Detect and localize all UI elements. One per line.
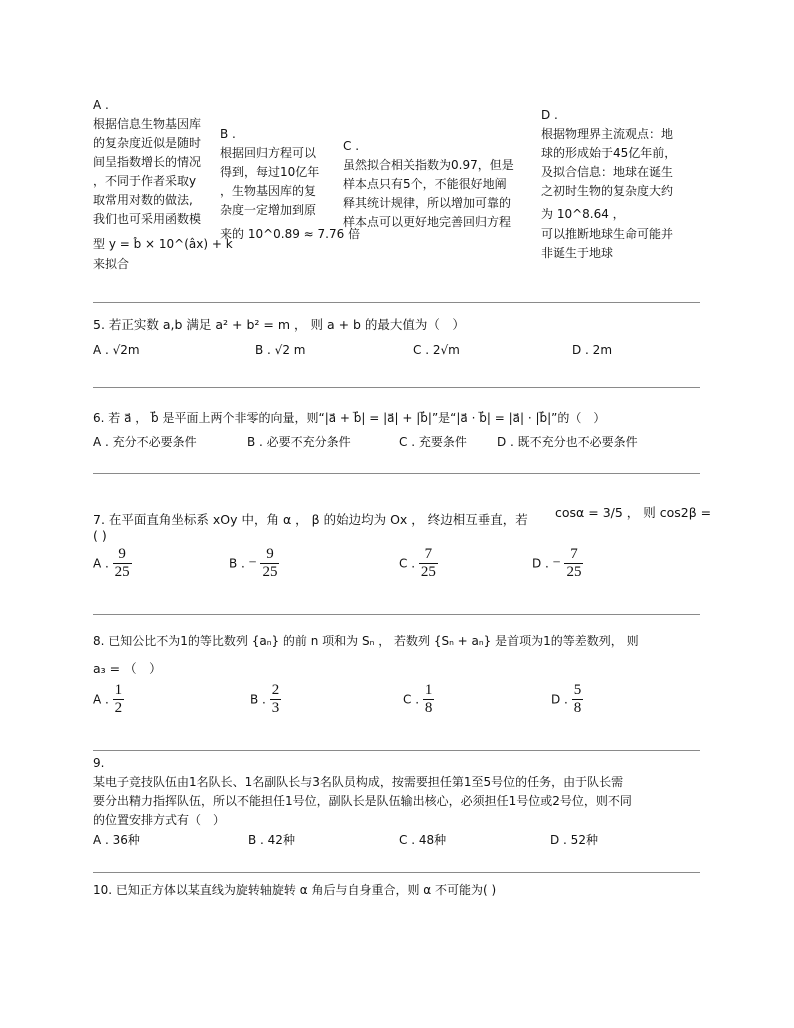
q8-option-c-label: C . <box>403 692 420 707</box>
q7-option-d-fraction <box>564 546 583 581</box>
q8-option-a-fraction <box>113 682 125 717</box>
q5-stem: 5. 若正实数 a,b 满足 a² + b² = m ， 则 a + b 的最大值为（ ） <box>93 317 465 332</box>
divider-3 <box>93 473 700 474</box>
option-a-line-3: 间呈指数增长的情况 <box>93 155 202 169</box>
q7-option-c-numerator: 7 <box>424 546 433 562</box>
q8-option-c-denominator: 8 <box>424 700 433 716</box>
q7-option-d-numerator: 7 <box>570 546 578 562</box>
q7-stem-paren: ( ) <box>93 528 107 543</box>
q7-option-b <box>229 546 279 581</box>
q8-option-d-fraction <box>572 682 584 717</box>
option-d-column <box>541 106 701 263</box>
option-c-line-1: 虽然拟合相关指数为0.97，但是 <box>343 158 514 172</box>
q7-option-a-denominator: 25 <box>114 564 130 580</box>
q10-stem: 10. 已知正方体以某直线为旋转轴旋转 α 角后与自身重合，则 α 不可能为( ) <box>93 883 497 897</box>
q6-option-a: A . 充分不必要条件 <box>93 435 197 449</box>
q7-stem-cos: cosα = 3/5 ， 则 cos2β = <box>555 505 712 520</box>
option-b-column <box>220 125 361 246</box>
q8-option-d <box>551 682 583 717</box>
option-c-line-2: 样本点只有5个，不能很好地阐 <box>343 177 507 191</box>
q7-option-b-denominator: 25 <box>262 564 278 580</box>
option-d-line-4: 之初时生物的复杂度大约 <box>541 184 674 198</box>
q7-option-c-denominator: 25 <box>420 564 436 580</box>
option-a-column <box>93 96 233 274</box>
q6-stem: 6. 若 a⃗ ， b⃗ 是平面上两个非零的向量，则“|a⃗ + b⃗| = |a⃗| + |b⃗|”是“|a⃗ · b⃗| = |a⃗| · |b⃗|”的（ ） <box>93 411 606 425</box>
divider-2 <box>93 387 700 388</box>
q7-option-b-numerator: 9 <box>266 546 274 562</box>
option-c-label: C . <box>343 139 360 153</box>
q7-option-c-label: C . <box>399 556 416 571</box>
q8-option-b <box>250 682 281 717</box>
q9-option-b: B . 42种 <box>248 833 295 847</box>
q7-option-d <box>532 546 583 581</box>
q6-option-c: C . 充要条件 <box>399 435 467 449</box>
q8-option-b-fraction <box>270 682 282 717</box>
divider-4 <box>93 614 700 615</box>
q8-option-c <box>403 682 434 717</box>
option-d-line-3: 及拟合信息：地球在诞生 <box>541 165 674 179</box>
q9-line-3: 的位置安排方式有（ ） <box>93 813 226 827</box>
q9-option-d: D . 52种 <box>550 833 598 847</box>
option-d-last-line-2: 非诞生于地球 <box>541 246 614 260</box>
divider-1 <box>93 302 700 303</box>
q6-option-d: D . 既不充分也不必要条件 <box>497 435 638 449</box>
option-a-line-5: 取常用对数的做法, <box>93 193 193 207</box>
q8-option-a-denominator: 2 <box>114 700 123 716</box>
option-c-column <box>343 137 538 232</box>
q5-option-b: B . √2 m <box>255 343 306 357</box>
q8-option-d-label: D . <box>551 692 568 707</box>
q7-option-d-sign: − <box>552 555 561 571</box>
q8-option-a <box>93 682 124 717</box>
q8-option-c-numerator: 1 <box>424 682 433 698</box>
q9-line-1: 某电子竞技队伍由1名队长、1名副队长与3名队员构成，按需要担任第1至5号位的任务，由于队长需 <box>93 775 624 789</box>
q8-option-a-numerator: 1 <box>114 682 123 698</box>
q7-option-c-fraction <box>419 546 438 581</box>
q7-option-b-fraction <box>260 546 279 581</box>
q8-stem-a3: a₃ = （ ） <box>93 661 162 676</box>
option-a-line-6: 我们也可采用函数模 <box>93 212 202 226</box>
option-d-line-1: 根据物理界主流观点：地 <box>541 127 674 141</box>
q8-option-d-numerator: 5 <box>573 682 582 698</box>
q7-option-b-sign: − <box>248 555 257 571</box>
q6-option-b: B . 必要不充分条件 <box>247 435 351 449</box>
option-a-formula: 型 y = b̂ × 10^(âx) + k <box>93 237 233 251</box>
option-d-label: D . <box>541 108 558 122</box>
option-b-line-3: ，生物基因库的复 <box>220 184 317 198</box>
option-c-line-3: 释其统计规律，所以增加可靠的 <box>343 196 512 210</box>
q8-option-b-numerator: 2 <box>271 682 280 698</box>
option-a-line-1: 根据信息生物基因库 <box>93 117 202 131</box>
option-d-last-line-1: 可以推断地球生命可能并 <box>541 227 674 241</box>
q7-option-d-label: D . <box>532 556 549 571</box>
q5-option-c: C . 2√m <box>413 343 460 357</box>
q5-option-a: A . √2m <box>93 343 140 357</box>
q7-option-a <box>93 546 132 581</box>
option-a-last-line: 来拟合 <box>93 257 130 271</box>
q7-option-c <box>399 546 438 581</box>
q7-option-b-label: B . <box>229 556 245 571</box>
option-b-line-4: 杂度一定增加到原 <box>220 203 317 217</box>
q9-option-a: A . 36种 <box>93 833 140 847</box>
option-d-formula: 为 10^8.64 ， <box>541 207 625 221</box>
option-a-line-4: ，不同于作者采取y <box>93 174 197 188</box>
q9-line-2: 要分出精力指挥队伍，所以不能担任1号位，副队长是队伍输出核心，必须担任1号位或2号位，则不同 <box>93 794 632 808</box>
q7-option-d-denominator: 25 <box>566 564 582 580</box>
option-b-line-1: 根据回归方程可以 <box>220 146 317 160</box>
option-b-formula: 来的 10^0.89 ≈ 7.76 倍 <box>220 227 361 241</box>
q8-stem: 8. 已知公比不为1的等比数列 {aₙ} 的前 n 项和为 Sₙ ， 若数列 {Sₙ + aₙ} 是首项为1的等差数列， 则 <box>93 634 639 648</box>
option-b-label: B . <box>220 127 236 141</box>
q8-option-b-denominator: 3 <box>271 700 280 716</box>
option-a-label: A . <box>93 98 109 112</box>
q9-number: 9. <box>93 756 105 770</box>
option-c-line-4: 样本点可以更好地完善回归方程 <box>343 215 512 229</box>
option-b-line-2: 得到，每过10亿年 <box>220 165 320 179</box>
q5-option-d: D . 2m <box>572 343 613 357</box>
divider-6 <box>93 872 700 873</box>
option-d-line-2: 球的形成始于45亿年前， <box>541 146 677 160</box>
q7-option-a-numerator: 9 <box>118 546 126 562</box>
q7-option-a-label: A . <box>93 556 109 571</box>
option-a-line-2: 的复杂度近似是随时 <box>93 136 202 150</box>
q8-option-d-denominator: 8 <box>573 700 582 716</box>
q8-option-c-fraction <box>423 682 435 717</box>
q8-option-a-label: A . <box>93 692 109 707</box>
q8-option-b-label: B . <box>250 692 266 707</box>
q7-option-a-fraction <box>113 546 132 581</box>
divider-5 <box>93 750 700 751</box>
q7-stem: 7. 在平面直角坐标系 xOy 中，角 α ， β 的始边均为 Ox ， 终边相互垂直，若 <box>93 512 528 527</box>
q9-option-c: C . 48种 <box>399 833 447 847</box>
